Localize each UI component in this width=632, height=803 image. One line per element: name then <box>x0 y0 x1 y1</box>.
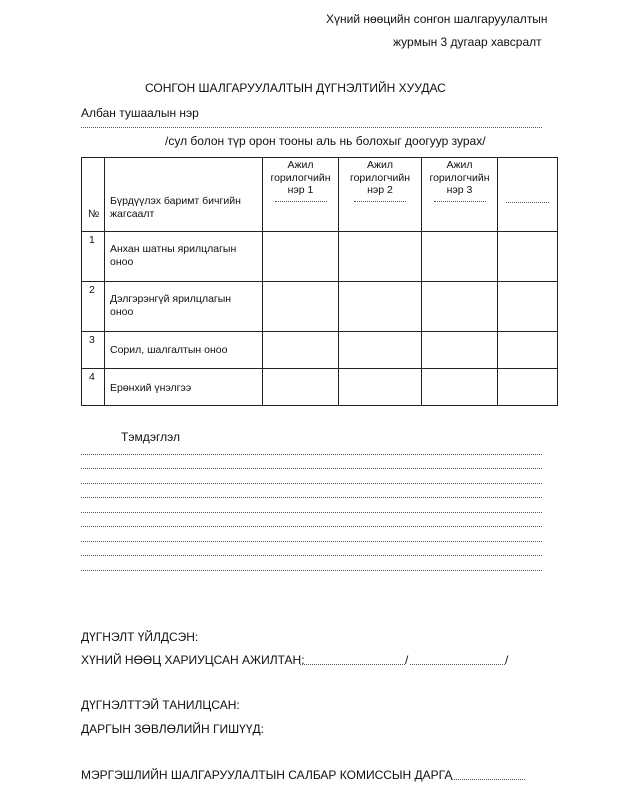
header-extra-candidate[interactable] <box>498 158 558 232</box>
score-cell[interactable] <box>339 332 422 369</box>
annex-header-line1: Хүний нөөцийн сонгон шалгаруулалтын <box>326 12 548 26</box>
candidate-1-name-line[interactable] <box>275 200 327 202</box>
row-label: Ерөнхий үнэлгээ <box>110 382 192 394</box>
commission-chair-signature-line[interactable] <box>451 779 525 780</box>
score-cell[interactable] <box>339 232 422 282</box>
hr-officer-label: ХҮНИЙ НӨӨЦ ХАРИУЦСАН АЖИЛТАН: <box>81 653 305 667</box>
extra-candidate-name-line[interactable] <box>506 202 549 203</box>
annex-header-line2: журмын 3 дугаар хавсралт <box>393 35 542 49</box>
header-candidate-3[interactable] <box>422 158 498 232</box>
score-cell[interactable] <box>263 232 339 282</box>
slash-separator: / <box>405 653 409 667</box>
notes-line[interactable] <box>81 512 542 513</box>
row-number: 2 <box>89 284 95 296</box>
score-cell[interactable] <box>498 332 558 369</box>
candidate-3-line1: Ажил <box>446 159 473 171</box>
notes-line[interactable] <box>81 570 542 571</box>
evaluation-table <box>81 157 558 406</box>
candidate-2-line2: горилогчийн <box>349 171 411 184</box>
score-cell[interactable] <box>498 232 558 282</box>
candidate-2-line1: Ажил <box>366 159 394 171</box>
score-cell[interactable] <box>422 369 498 406</box>
acknowledged-label: ДҮГНЭЛТТЭЙ ТАНИЛЦСАН: <box>81 698 240 712</box>
row-number: 1 <box>89 234 95 246</box>
table-header-row <box>82 158 558 232</box>
notes-line[interactable] <box>81 454 542 455</box>
candidate-3-line2: горилогчийн <box>429 171 490 184</box>
candidate-3-name-line[interactable] <box>434 200 486 202</box>
row-number: 3 <box>89 334 95 346</box>
document-title: СОНГОН ШАЛГАРУУЛАЛТЫН ДҮГНЭЛТИЙН ХУУДАС <box>145 81 446 95</box>
header-no-cell <box>82 158 105 232</box>
row-number: 4 <box>89 371 95 383</box>
slash-separator: / <box>505 653 509 667</box>
table-row <box>82 232 558 282</box>
board-members-label: ДАРГЫН ЗӨВЛӨЛИЙН ГИШҮҮД: <box>81 722 264 736</box>
notes-line[interactable] <box>81 497 542 498</box>
notes-line[interactable] <box>81 526 542 527</box>
notes-line[interactable] <box>81 541 542 542</box>
score-cell[interactable] <box>498 369 558 406</box>
notes-line[interactable] <box>81 468 542 469</box>
candidate-2-name-line[interactable] <box>354 200 406 202</box>
evaluated-by-label: ДҮГНЭЛТ ҮЙЛДСЭН: <box>81 630 199 644</box>
score-cell[interactable] <box>422 232 498 282</box>
score-cell[interactable] <box>339 369 422 406</box>
candidate-1-line3: нэр 1 <box>287 184 314 196</box>
candidate-3-line3: нэр 3 <box>446 184 473 196</box>
candidate-1-line2: горилогчийн <box>270 171 331 184</box>
score-cell[interactable] <box>263 282 339 332</box>
header-no: № <box>88 208 100 220</box>
commission-chair-label: МЭРГЭШЛИЙН ШАЛГАРУУЛАЛТЫН САЛБАР КОМИССЫН ДАРГА <box>81 768 453 782</box>
table-row <box>82 369 558 406</box>
table-row <box>82 282 558 332</box>
score-cell[interactable] <box>263 332 339 369</box>
row-label: Анхан шатны ярилцлагын оноо <box>110 243 237 268</box>
notes-line[interactable] <box>81 555 542 556</box>
header-candidate-2[interactable] <box>339 158 422 232</box>
header-criteria: Бүрдүүлэх баримт бичгийн жагсаалт <box>110 195 241 220</box>
candidate-2-line3: нэр 2 <box>367 184 393 196</box>
header-criteria-cell <box>105 158 263 232</box>
score-cell[interactable] <box>339 282 422 332</box>
score-cell[interactable] <box>422 332 498 369</box>
hr-officer-signature-line[interactable] <box>300 664 405 665</box>
score-cell[interactable] <box>263 369 339 406</box>
header-candidate-1[interactable] <box>263 158 339 232</box>
notes-label: Тэмдэглэл <box>121 430 180 444</box>
position-fill-line[interactable] <box>81 127 542 128</box>
row-label: Дэлгэрэнгүй ярилцлагын оноо <box>110 293 232 318</box>
table-row <box>82 332 558 369</box>
row-label: Сорил, шалгалтын оноо <box>110 344 228 356</box>
notes-line[interactable] <box>81 483 542 484</box>
score-cell[interactable] <box>422 282 498 332</box>
hr-officer-name-line[interactable] <box>410 664 505 665</box>
score-cell[interactable] <box>498 282 558 332</box>
candidate-1-line1: Ажил <box>287 159 314 171</box>
position-note: /сул болон түр орон тооны аль нь болохыг доогуур зурах/ <box>165 134 486 148</box>
position-label: Албан тушаалын нэр <box>81 106 199 120</box>
